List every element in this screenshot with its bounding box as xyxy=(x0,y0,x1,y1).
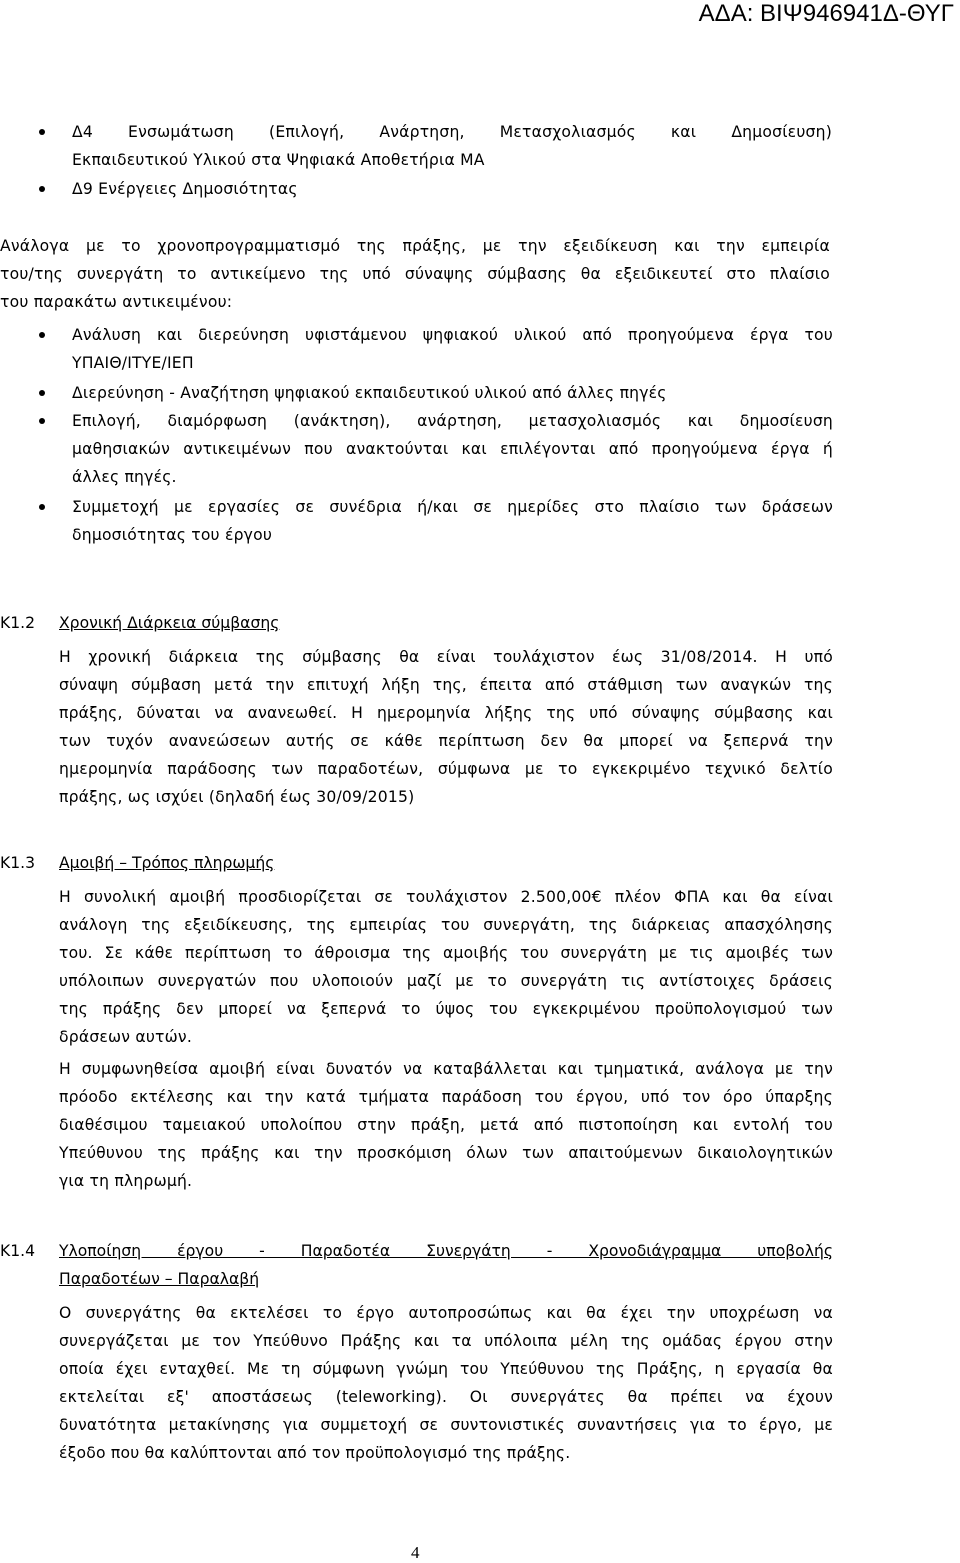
paragraph-line: της πράξης δεν μπορεί να ξεπερνά το ύψος του εγκεκριμένου προϋπολογισμού των xyxy=(59,1000,833,1018)
section-number: Κ1.2 xyxy=(0,614,36,632)
list2-item-3-line-3: άλλες πηγές. xyxy=(72,468,177,486)
paragraph-line: πράξης, ως ισχύει (δηλαδή έως 30/09/2015) xyxy=(59,788,415,806)
list2-item-3-line-2: μαθησιακών αντικειμένων που ανακτούνται και επιλέγονται από προηγούμενα έργα ή xyxy=(72,440,833,458)
paragraph-line: σύναψη σύμβαση μετά την επιτυχή λήξη της, έπειτα από στάθμιση των αναγκών της xyxy=(59,676,833,694)
paragraph-line: εκτελείται εξ' αποστάσεως (teleworking). Οι συνεργάτες θα πρέπει να έχουν xyxy=(59,1388,833,1406)
bullet-icon xyxy=(39,186,45,192)
paragraph-line: για τη πληρωμή. xyxy=(59,1172,193,1190)
paragraph-line: Ο συνεργάτης θα εκτελέσει το έργο αυτοπροσώπως και θα έχει την υποχρέωση να xyxy=(59,1304,833,1322)
bullet-icon xyxy=(39,390,45,396)
intro-line-2: του/της συνεργάτη το αντικείμενο της υπό σύναψης σύμβασης θα εξειδικευτεί στο πλαίσιο xyxy=(0,265,830,283)
bullet-icon xyxy=(39,418,45,424)
list2-item-1-line-1: Ανάλυση και διερεύνηση υφιστάμενου ψηφιακού υλικού από προηγούμενα έργα του xyxy=(72,326,833,344)
paragraph-line: πράξης, δύναται να ανανεωθεί. Η ημερομηνία λήξης της υπό σύναψης σύμβασης και xyxy=(59,704,833,722)
paragraph-line: έξοδο που θα καλύπτονται από τον προϋπολογισμό της πράξης. xyxy=(59,1444,571,1462)
paragraph-line: δράσεων αυτών. xyxy=(59,1028,192,1046)
list2-item-1-line-2: ΥΠΑΙΘ/ΙΤΥΕ/ΙΕΠ xyxy=(72,354,194,372)
paragraph-line: διαθέσιμου ταμειακού υπολοίπου στην πράξη, μετά από πιστοποίηση και εντολή του xyxy=(59,1116,833,1134)
paragraph-line: Η χρονική διάρκεια της σύμβασης θα είναι τουλάχιστον έως 31/08/2014. Η υπό xyxy=(59,648,833,666)
intro-line-1: Ανάλογα με το χρονοπρογραμματισμό της πράξης, με την εξειδίκευση και την εμπειρία xyxy=(0,237,830,255)
list2-item-3-line-1: Επιλογή, διαμόρφωση (ανάκτηση), ανάρτηση, μετασχολιασμός και δημοσίευση xyxy=(72,412,833,430)
list2-item-2: Διερεύνηση - Αναζήτηση ψηφιακού εκπαιδευτικού υλικού από άλλες πηγές xyxy=(72,384,667,402)
intro-line-3: του παρακάτω αντικειμένου: xyxy=(0,293,233,311)
list1-item-1-line-1: Δ4 Ενσωμάτωση (Επιλογή, Ανάρτηση, Μετασχολιασμός και Δημοσίευση) xyxy=(72,123,832,141)
paragraph-line: υπόλοιπων συνεργατών που υλοποιούν μαζί με το συνεργάτη τις αντίστοιχες δράσεις xyxy=(59,972,833,990)
paragraph-line: Υπεύθυνου της πράξης και την προσκόμιση όλων των απαιτούμενων δικαιολογητικών xyxy=(59,1144,833,1162)
bullet-icon xyxy=(39,504,45,510)
list1-item-1-line-2: Εκπαιδευτικού Υλικού στα Ψηφιακά Αποθετήρια ΜΑ xyxy=(72,151,485,169)
paragraph-line: των τυχόν ανανεώσεων αυτής σε κάθε περίπτωση δεν θα μπορεί να ξεπερνά την xyxy=(59,732,833,750)
section-number: Κ1.4 xyxy=(0,1242,36,1260)
list1-item-2: Δ9 Ενέργειες Δημοσιότητας xyxy=(72,180,298,198)
paragraph-line: οποία έχει ενταχθεί. Με τη σύμφωνη γνώμη του Υπεύθυνου της Πράξης, η εργασία θα xyxy=(59,1360,833,1378)
paragraph-line: ανάλογη της εξειδίκευσης, της εμπειρίας του συνεργάτη, της διάρκειας απασχόλησης xyxy=(59,916,833,934)
paragraph-line: του. Σε κάθε περίπτωση το άθροισμα της αμοιβής του συνεργάτη με τις αμοιβές των xyxy=(59,944,833,962)
bullet-icon xyxy=(39,332,45,338)
list2-item-4-line-2: δημοσιότητας του έργου xyxy=(72,526,273,544)
list2-item-4-line-1: Συμμετοχή με εργασίες σε συνέδρια ή/και σε ημερίδες στο πλαίσιο των δράσεων xyxy=(72,498,833,516)
paragraph-line: Η συμφωνηθείσα αμοιβή είναι δυνατόν να καταβάλλεται και τμηματικά, ανάλογα με την xyxy=(59,1060,833,1078)
paragraph-line: ημερομηνία παράδοσης των παραδοτέων, σύμφωνα με το εγκεκριμένο τεχνικό δελτίο xyxy=(59,760,833,778)
section-title-continued: Παραδοτέων – Παραλαβή xyxy=(59,1270,260,1288)
paragraph-line: συνεργάζεται με τον Υπεύθυνο Πράξης και τα υπόλοιπα μέλη της ομάδας έργου στην xyxy=(59,1332,833,1350)
ada-code: ΑΔΑ: ΒΙΨ946941Δ-ΘΥΓ xyxy=(698,0,954,27)
section-title: Αμοιβή – Τρόπος πληρωμής xyxy=(59,854,275,872)
paragraph-line: πρόοδο εκτέλεσης και την κατά τμήματα παράδοση του έργου, υπό τον όρο ύπαρξης xyxy=(59,1088,833,1106)
paragraph-line: Η συνολική αμοιβή προσδιορίζεται σε τουλάχιστον 2.500,00€ πλέον ΦΠΑ και θα είναι xyxy=(59,888,833,906)
section-title: Χρονική Διάρκεια σύμβασης xyxy=(59,614,280,632)
section-title: Υλοποίηση έργου - Παραδοτέα Συνεργάτη - Χρονοδιάγραμμα υποβολής xyxy=(59,1242,833,1260)
page-number: 4 xyxy=(411,1543,420,1562)
bullet-icon xyxy=(39,129,45,135)
section-number: Κ1.3 xyxy=(0,854,36,872)
paragraph-line: δυνατότητα μετακίνησης για συμμετοχή σε συντονιστικές συναντήσεις για το έργο, με xyxy=(59,1416,833,1434)
